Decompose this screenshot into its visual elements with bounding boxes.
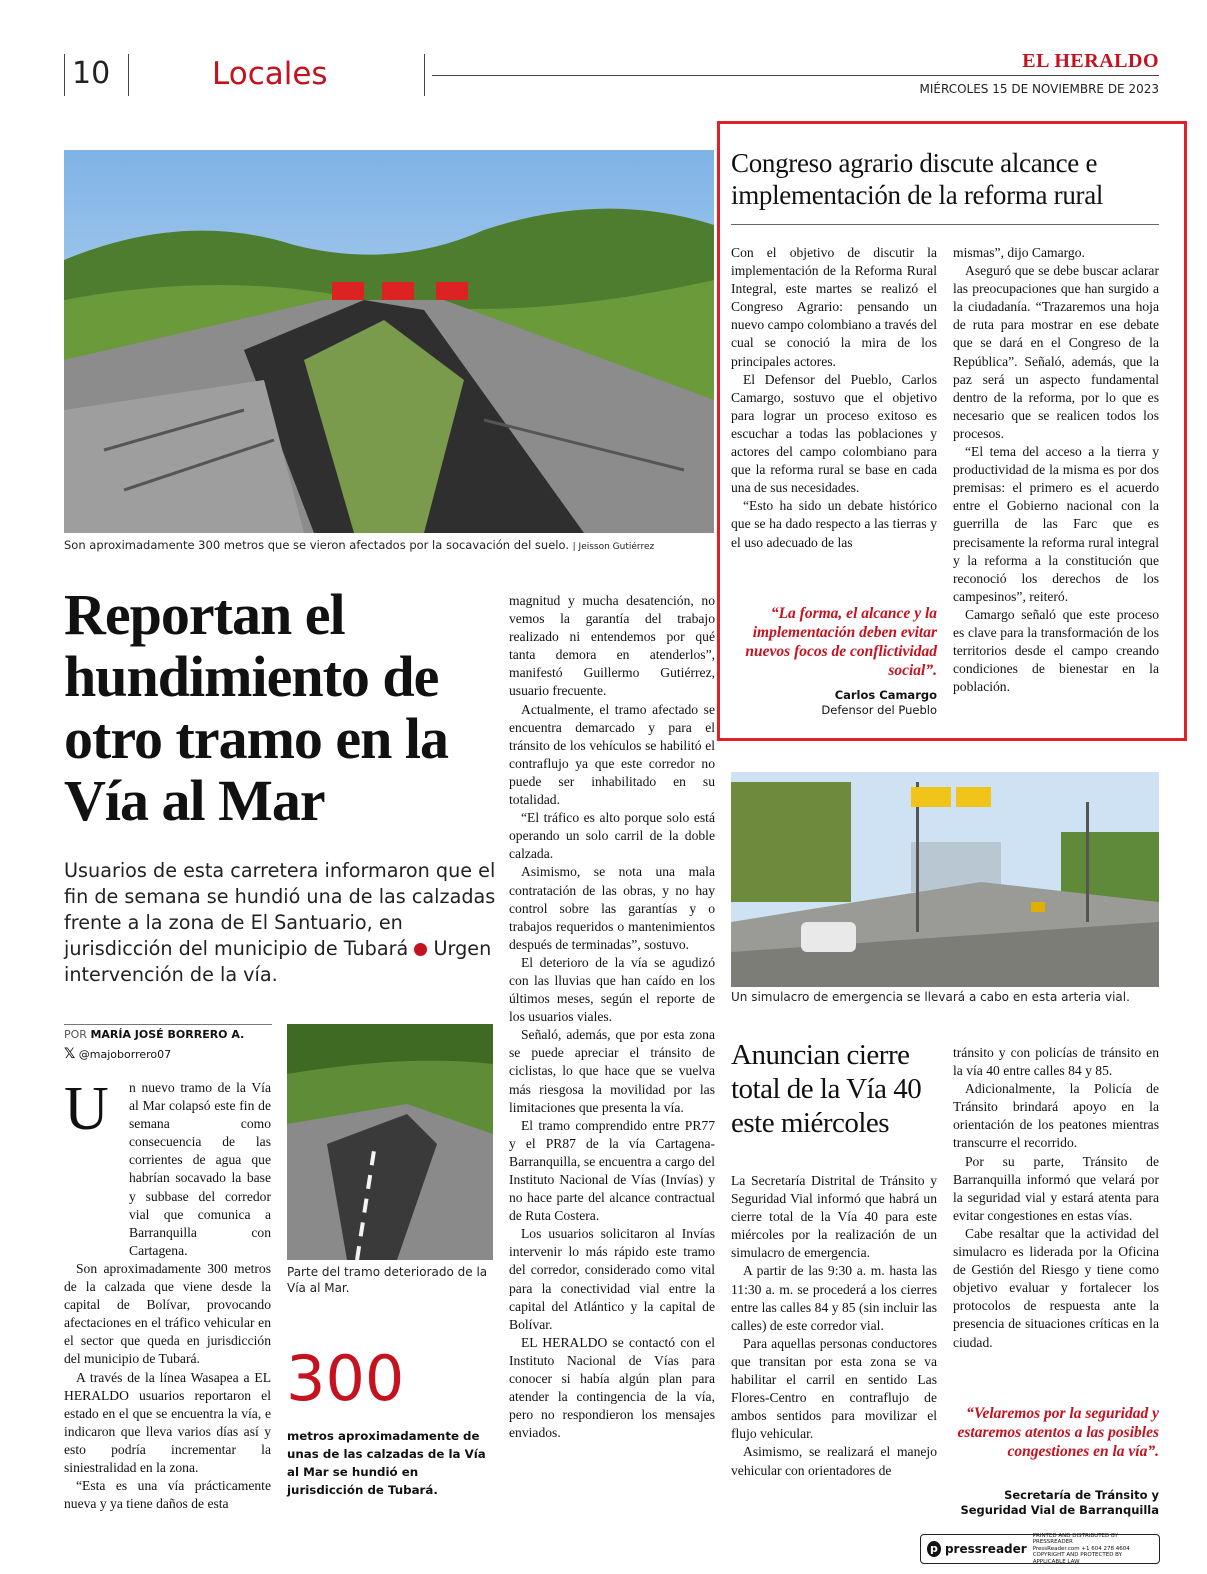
pressreader-brand: pressreader <box>944 1542 1027 1556</box>
main-photo-caption: Son aproximadamente 300 metros que se vieron afectados por la socavación del suelo. | Jeisson Gutiérrez <box>64 538 655 552</box>
pressreader-badge[interactable] <box>920 1534 1160 1564</box>
via40-quote: “Velaremos por la seguridad y estaremos atentos a las posibles congestiones en la vía”. <box>957 1405 1159 1460</box>
header-hline <box>432 75 1159 76</box>
via40-photo-caption: Un simulacro de emergencia se llevará a cabo en esta arteria vial. <box>731 990 1130 1004</box>
main-road-photo <box>64 150 714 533</box>
small-photo-caption: Parte del tramo deteriorado de la Vía al Mar. <box>287 1265 488 1295</box>
congress-rule <box>731 224 1159 225</box>
stat-text: metros aproximadamente de unas de las calzadas de la Vía al Mar se hundió en jurisdicción de Tubará. <box>287 1429 486 1497</box>
stat-number: 300 <box>286 1342 405 1415</box>
main-headline: Reportan el hundimiento de otro tramo en la Vía al Mar <box>64 582 448 833</box>
bullet-dot-icon <box>414 943 427 956</box>
via40-quote-author: Secretaría de Tránsito y Seguridad Vial de Barranquilla <box>960 1488 1159 1517</box>
section-title: Locales <box>212 56 328 92</box>
via40-col1: La Secretaría Distrital de Tránsito y Seguridad Vial informó que habrá un cierre total de la Vía 40 para este miércoles por la realización de un simulacro de emergencia. A partir de las 9:30 a. m. hasta las 11:30 a. m. se procederá a los cierres entre las calles 84 y 85 (sin incluir las calles) de este corredor vial. Para aquellas personas conductores que transitan por esta zona se va habilitar el carril en sentido Las Flores-Centro en contraflujo de ambos sentidos para movilizar el flujo vehicular. Asimismo, se realizará el manejo vehicular con orientadores de <box>731 1173 937 1478</box>
small-road-photo <box>287 1024 493 1260</box>
pressreader-legal: PRINTED AND DISTRIBUTED BY PRESSREADER PressReader.com +1 604 278 4604 COPYRIGHT AND PROTECTED BY APPLICABLE LAW <box>1032 1532 1130 1565</box>
header-rule-right <box>424 54 425 96</box>
header-rule-left <box>64 54 65 96</box>
main-col3: magnitud y mucha desatención, no vemos la garantía del trabajo realizado ni entendemos por qué tanta demora en atenderlos”, manifestó Guillermo Gutiérrez, usuario frecuente. Actualmente, el tramo afectado se encuentra demarcado y para el tránsito de los vehículos se habilitó el contraflujo ya que este corredor no puede ser inhabilitado en su totalidad. “El tráfico es alto porque solo está operando un solo carril de la doble calzada. Asimismo, se nota una mala contratación de las obras, y no hay control sobre las garantías y o trabajos requeridos o mantenimientos después de terminadas”, sostuvo. El deterioro de la vía se agudizó con las lluvias que han caído en los últimos meses, según el reporte de los usuarios viales. Señaló, además, que por esta zona se puede apreciar el tránsito de ciclistas, lo que hace que se vuelva más riesgosa la movilidad por las limitaciones que presenta la vía. El tramo comprendido entre PR77 y el PR87 de la vía Cartagena-Barranquilla, se encuentra a cargo del Instituto Nacional de Vías (Invías) y no hace parte del alcance contractual de Ruta Costera. Los usuarios solicitaron al Invías intervenir lo más rápido este tramo del corredor, considerado como vital para la conectividad vial entre la capital del Atlántico y la capital de Bolívar. EL HERALDO se contactó con el Instituto Nacional de Vías para conocer si había algún plan para atender la contingencia de la vía, pero no respondieron los mensajes enviados. <box>509 593 715 1441</box>
dropcap: U <box>64 1075 109 1143</box>
header-rule-mid <box>128 54 129 96</box>
congress-col1: Con el objetivo de discutir la implementación de la Reforma Rural Integral, este martes se realizó el Congreso Agrario: pensando un nuevo campo colombiano a través del cual se conoció la mira de los principales actores. El Defensor del Pueblo, Carlos Camargo, sostuvo que el objetivo para lograr un proceso exitoso es escuchar a todas las poblaciones y actores del campo colombiano para que la reforma rural se base en cada una de sus necesidades. “Esto ha sido un debate histórico que se ha dado respecto a las tierras y el uso adecuado de las <box>731 245 937 550</box>
byline: POR MARÍA JOSÉ BORRERO A. <box>64 1028 245 1041</box>
page-number: 10 <box>72 56 111 91</box>
byline-rule <box>64 1024 272 1025</box>
issue-date: MIÉRCOLES 15 DE NOVIEMBRE DE 2023 <box>919 82 1159 96</box>
main-deck: Usuarios de esta carretera informaron que el fin de semana se hundió una de las calzadas frente a la zona de El Santuario, en jurisdicción del municipio de Tubará Urgen intervención de la vía. <box>64 859 496 986</box>
congress-headline: Congreso agrario discute alcance e implementación de la reforma rural <box>731 148 1104 210</box>
congress-col2: mismas”, dijo Camargo. Aseguró que se debe buscar aclarar las preocupaciones que han surgido a la ciudadanía. “Trazaremos una hoja de ruta para mostrar en ese debate que se dará en el Congreso de la República”. Señaló, además, que la paz será un aspecto fundamental dentro de la reforma, por lo que es necesario que se realicen todos los procesos. “El tema del acceso a la tierra y productividad de la misma es por dos premisas: el primero es el acuerdo entre el Gobierno nacional con la guerrilla de las Farc que es precisamente la reforma rural integral y la reforma a la constitución que reconoció los derechos de los campesinos”, reiteró. Camargo señaló que este proceso es clave para la transformación de los territorios desde el campo creando condiciones de bienestar en la población. <box>953 245 1159 695</box>
masthead: EL HERALDO <box>1022 50 1159 72</box>
congress-quote: “La forma, el alcance y la implementación deben evitar nuevos focos de conflictividad social”. <box>745 605 937 679</box>
main-col1: n nuevo tramo de la Vía al Mar colapsó este fin de semana como consecuencia de las corrientes de agua que habrían socavado la base y subbase del corredor vial que comunica a Barranquilla con Cartagena. Son aproximadamente 300 metros de la calzada que viene desde la capital de Bolívar, provocando afectaciones en el tráfico vehicular en el sector que queda en jurisdicción del municipio de Tubará. A través de la línea Wasapea a EL HERALDO usuarios reportaron el estado en el que se encuentra la vía, e indicaron que lleva varios días así y esto podría incrementar la siniestralidad en la zona. “Esta es una vía prácticamente nueva y ya tiene daños de esta <box>64 1080 271 1512</box>
congress-quote-author: Carlos Camargo <box>834 688 937 702</box>
congress-quote-role: Defensor del Pueblo <box>821 703 937 717</box>
x-logo-icon: 𝕏 <box>64 1046 76 1062</box>
via40-col2: tránsito y con policías de tránsito en la vía 40 entre calles 84 y 85. Adicionalmente, la Policía de Tránsito brindará apoyo en la orientación de los peatones mientras transcurre el recorrido. Por su parte, Tránsito de Barranquilla informó que velará por la seguridad vial y estará atenta para evitar congestiones en estas vías. Cabe resaltar que la actividad del simulacro es liderada por la Oficina de Gestión del Riesgo y tiene como objetivo evaluar y fortalecer los protocolos de respuesta ante la presencia de situaciones críticas en la ciudad. <box>953 1045 1159 1350</box>
byline-social: 𝕏 @majoborrero07 <box>64 1046 172 1062</box>
via40-photo <box>731 772 1159 987</box>
pressreader-logo-icon: p <box>927 1541 941 1557</box>
via40-headline: Anuncian cierre total de la Vía 40 este miércoles <box>731 1039 922 1139</box>
